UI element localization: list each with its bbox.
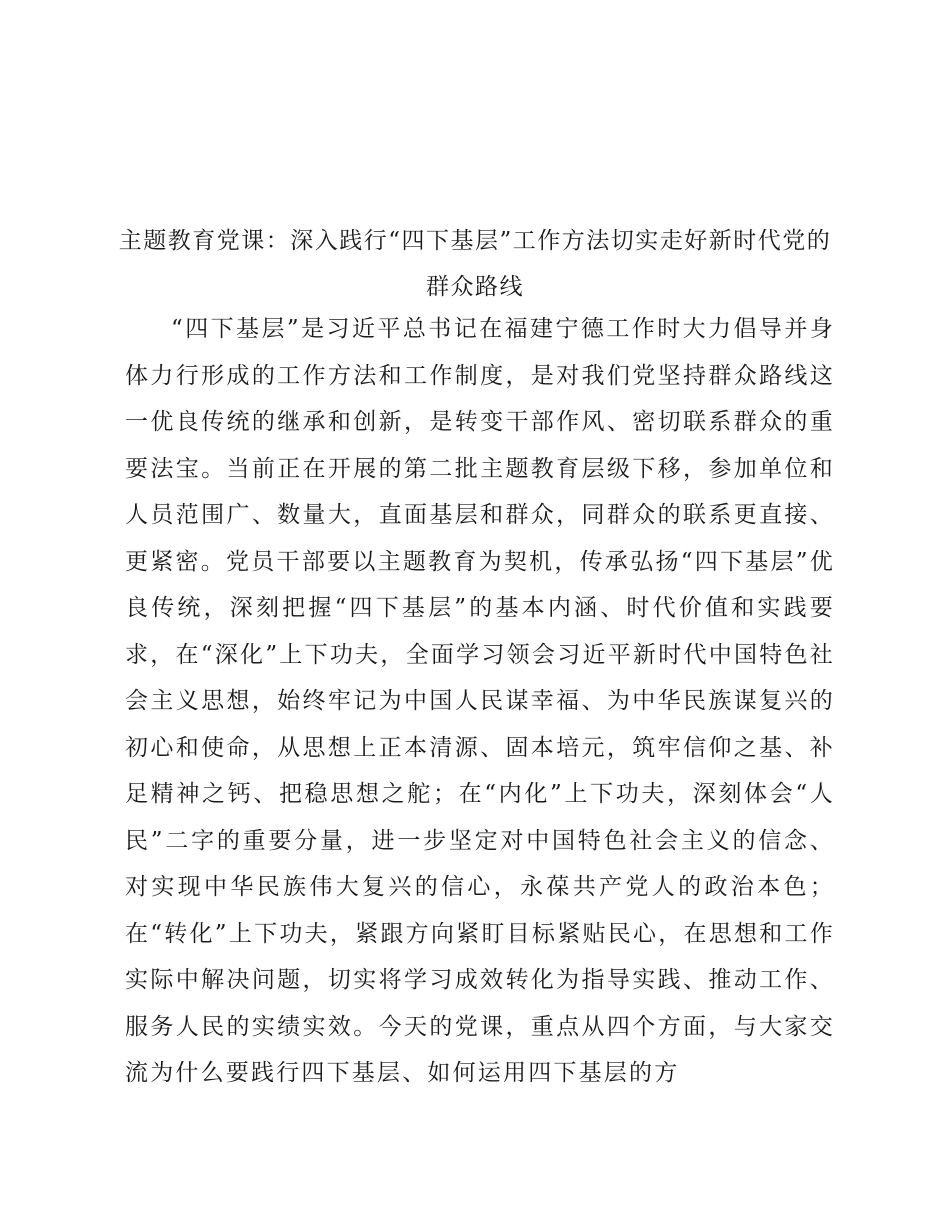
document-title: 主题教育党课：深入践行“四下基层”工作方法切实走好新时代党的群众路线 xyxy=(118,228,832,300)
body-paragraph: “四下基层”是习近平总书记在福建宁德工作时大力倡导并身体力行形成的工作方法和工作制度，是对我们党坚持群众路线这一优良传统的继承和创新，是转变干部作风、密切联系群众的重要法宝。当前正在开展的第二批主题教育层级下移，参加单位和人员范围广、数量大，直面基层和群众，同群众的联系更直接、更紧密。党员干部要以主题教育为契机，传承弘扬“四下基层”优良传统，深刻把握“四下基层”的基本内涵、时代价值和实践要求，在“深化”上下功夫，全面学习领会习近平新时代中国特色社会主义思想，始终牢记为中国人民谋幸福、为中华民族谋复兴的初心和使命，从思想上正本清源、固本培元，筑牢信仰之基、补足精神之钙、把稳思想之舵；在“内化”上下功夫，深刻体会“人民”二字的重要分量，进一步坚定对中国特色社会主义的信念、对实现中华民族伟大复兴的信心，永葆共产党人的政治本色；在“转化”上下功夫，紧跟方向紧盯目标紧贴民心，在思想和工作实际中解决问题，切实将学习成效转化为指导实践、推动工作、服务人民的实绩实效。今天的党课，重点从四个方面，与大家交流为什么要践行四下基层、如何运用四下基层的方 xyxy=(125,316,835,1086)
